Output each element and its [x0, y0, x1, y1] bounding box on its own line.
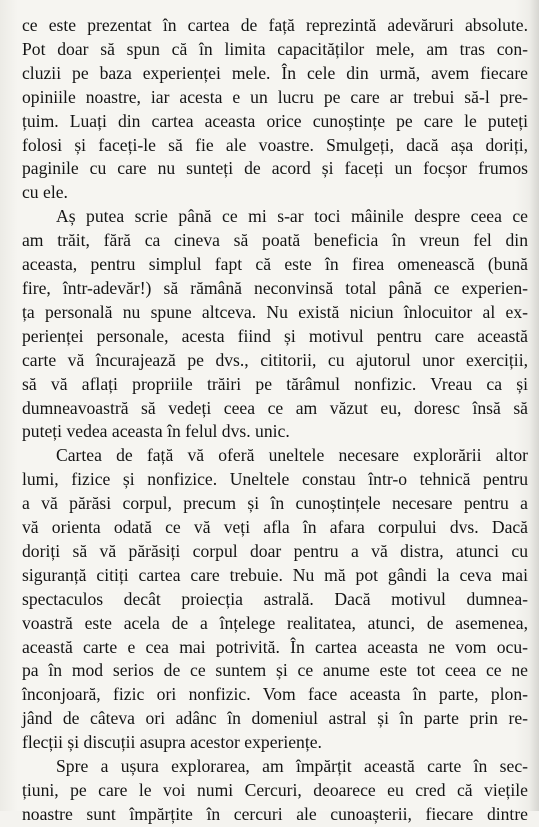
- text-line: voastră este acela de a înțelege realitatea, atunci, de asemenea,: [22, 612, 528, 633]
- text-line: Aș putea scrie până ce mi s-ar toci mâinile despre ceea ce: [56, 206, 528, 227]
- text-line: perienței personale, acesta fiind și motivul pentru care această: [22, 325, 528, 346]
- text-line: paginile cu care nu sunteți de acord și faceți un focșor frumos: [22, 158, 528, 179]
- paragraph-2: [22, 205, 528, 444]
- text-line: Spre a ușura explorarea, am împărțit această carte în sec-: [56, 756, 528, 777]
- paragraph-1: [22, 14, 528, 205]
- page-gutter-shadow: [529, 0, 539, 811]
- paragraph-4: [22, 755, 528, 827]
- text-line: să vă aflați propriile trăiri pe tărâmul nonfizic. Vreau ca și: [22, 373, 528, 394]
- text-line: cu ele.: [22, 182, 68, 203]
- paragraph-3: [22, 444, 528, 755]
- text-line: această carte e cea mai potrivită. În cartea aceasta ne vom ocu-: [22, 636, 528, 657]
- text-line: aceasta, pentru simplul fapt că este în firea omenească (bună: [22, 254, 528, 275]
- text-line: ța personală nu spune altceva. Nu există niciun înlocuitor al ex-: [22, 301, 528, 322]
- text-line: înconjoară, fizic ori nonfizic. Vom face aceasta în parte, plon-: [22, 684, 528, 705]
- text-line: țiuni, pe care le voi numi Cercuri, deoarece eu cred că viețile: [22, 780, 528, 800]
- text-line: flecții și discuții asupra acestor experiențe.: [22, 732, 322, 753]
- text-line: siguranță citiți cartea care trebuie. Nu mă pot gândi la ceva mai: [22, 564, 528, 585]
- page-body-text: [22, 14, 528, 827]
- text-line: opiniile noastre, iar acesta e un lucru pe care ar trebui să-l pre-: [22, 86, 528, 107]
- text-line: lumi, fizice și nonfizice. Uneltele constau într-o tehnică pentru: [22, 469, 528, 490]
- text-line: pa în mod serios de ce suntem și ce anume este tot ceea ce ne: [22, 660, 528, 681]
- text-line: țuim. Luați din cartea aceasta orice cunoștințe pe care le puteți: [22, 110, 528, 131]
- text-line: spectaculos decât proiecția astrală. Dacă motivul dumnea-: [22, 588, 528, 609]
- text-line: cluzii pe baza experienței mele. În cele din urmă, avem fiecare: [22, 62, 528, 83]
- text-line: fire, într-adevăr!) să rămână neconvinsă total până ce experien-: [22, 277, 528, 298]
- text-line: puteți vedea aceasta în felul dvs. unic.: [22, 421, 290, 442]
- text-line: ce este prezentat în cartea de față reprezintă adevăruri absolute.: [22, 15, 528, 35]
- text-line: dumneavoastră să vedeți ceea ce am văzut eu, doresc însă să: [22, 397, 528, 418]
- text-line: vă orienta odată ce vă veți afla în afara corpului dvs. Dacă: [22, 517, 528, 538]
- text-line: Cartea de față vă oferă uneltele necesare explorării altor: [56, 445, 528, 466]
- text-line: doriți să vă părăsiți corpul doar pentru a vă distra, atunci cu: [22, 540, 528, 561]
- text-line: noastre sunt împărțite în cercuri ale cunoașterii, fiecare dintre: [22, 803, 528, 824]
- text-line: folosi și faceți-le să fie ale voastre. Smulgeți, dacă așa doriți,: [22, 134, 528, 155]
- text-line: a vă părăsi corpul, precum și în cunoștințele necesare pentru a: [22, 493, 528, 514]
- text-line: Pot doar să spun că în limita capacităților mele, am tras con-: [22, 38, 528, 59]
- text-line: jând de câteva ori adânc în domeniul astral și în parte prin re-: [22, 708, 528, 729]
- text-line: am trăit, fără ca cineva să poată beneficia în vreun fel din: [22, 230, 528, 251]
- text-line: carte vă încurajează pe dvs., cititorii, cu ajutorul unor exerciții,: [22, 349, 528, 370]
